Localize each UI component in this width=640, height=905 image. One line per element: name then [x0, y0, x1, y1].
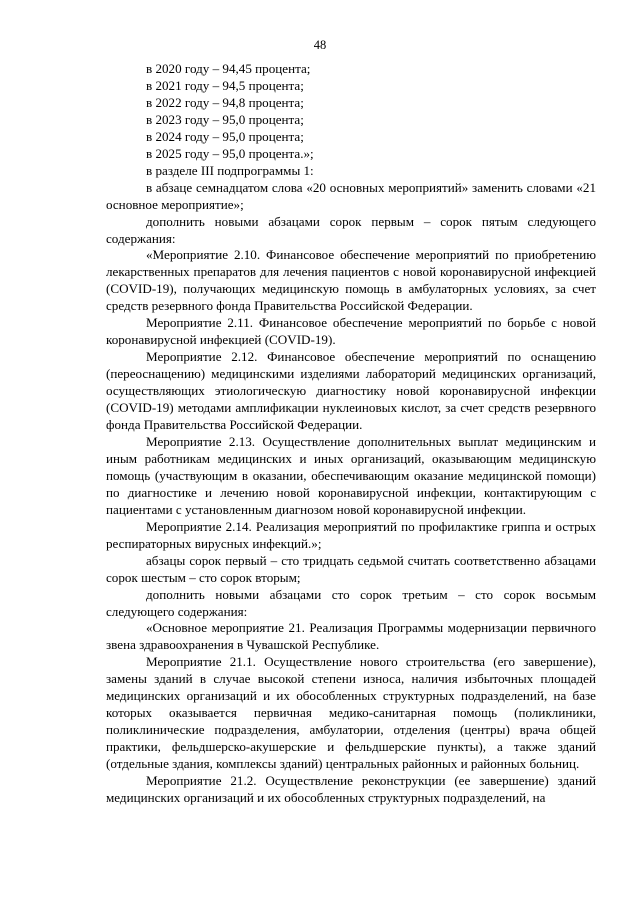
paragraph: в 2025 году – 95,0 процента.»;	[146, 145, 314, 161]
paragraph: в абзаце семнадцатом слова «20 основных мероприятий» заменить словами «21 основное мероприятие»;	[106, 179, 596, 212]
paragraph: «Мероприятие 2.10. Финансовое обеспечение мероприятий по приобретению лекарственных препаратов для лечения пациентов с новой коронавирусной инфекцией (COVID-19), получающих медицинскую помощь в амбулаторных условиях, за счет средств резервного фонда Правительства Российской Федерации.	[106, 247, 596, 314]
paragraph: Мероприятие 21.1. Осуществление нового строительства (его завершение), замены зданий в случае высокой степени износа, наличия избыточных площадей медицинских организаций и их обособленных структурных подразделений, на базе которых оказывается первичная медико-санитарная помощь (поликлиники, поликлинические подразделения, амбулатории, отделения (центры) врача общей практики, фельдшерско-акушерские и фельдшерские пункты), а также зданий (отдельные здания, комплексы зданий) центральных районных и районных больниц.	[106, 654, 596, 772]
paragraph: дополнить новыми абзацами сорок первым – сорок пятым следующего содержания:	[106, 213, 596, 246]
paragraph: дополнить новыми абзацами сто сорок третьим – сто сорок восьмым следующего содержания:	[106, 586, 596, 619]
paragraph: Мероприятие 21.2. Осуществление реконструкции (ее завершение) зданий медицинских организаций и их обособленных структурных подразделений, на	[106, 773, 596, 805]
paragraph: Мероприятие 2.14. Реализация мероприятий по профилактике гриппа и острых респираторных вирусных инфекций.»;	[106, 518, 596, 551]
paragraph: Мероприятие 2.13. Осуществление дополнительных выплат медицинским и иным работникам медицинских и иных организаций, оказывающим медицинскую помощь (участвующим в оказании, обеспечивающим оказание медицинской помощи) по диагностике и лечению новой коронавирусной инфекции, контактирующим с пациентами с установленным диагнозом новой коронавирусной инфекции.	[106, 433, 596, 517]
paragraph: в 2020 году – 94,45 процента;	[146, 61, 311, 76]
paragraph: в 2022 году – 94,8 процента;	[146, 94, 304, 110]
paragraph: в 2023 году – 95,0 процента;	[146, 111, 304, 127]
paragraph: в 2021 году – 94,5 процента;	[146, 77, 304, 93]
paragraph: в разделе III подпрограммы 1:	[146, 162, 314, 178]
page-number: 48	[313, 38, 327, 52]
document-body	[106, 61, 596, 807]
paragraph: абзацы сорок первый – сто тридцать седьмой считать соответственно абзацами сорок шестым – сто сорок вторым;	[106, 552, 596, 585]
paragraph: «Основное мероприятие 21. Реализация Программы модернизации первичного звена здравоохранения в Чувашской Республике.	[106, 620, 596, 653]
paragraph: в 2024 году – 95,0 процента;	[146, 128, 304, 144]
paragraph: Мероприятие 2.12. Финансовое обеспечение мероприятий по оснащению (переоснащению) медицинскими изделиями лабораторий медицинских организаций, осуществляющих этиологическую диагностику новой коронавирусной инфекции (COVID-19) методами амплификации нуклеиновых кислот, за счет средств резервного фонда Правительства Российской Федерации.	[106, 349, 596, 433]
paragraph: Мероприятие 2.11. Финансовое обеспечение мероприятий по борьбе с новой коронавирусной инфекцией (COVID-19).	[106, 315, 596, 348]
